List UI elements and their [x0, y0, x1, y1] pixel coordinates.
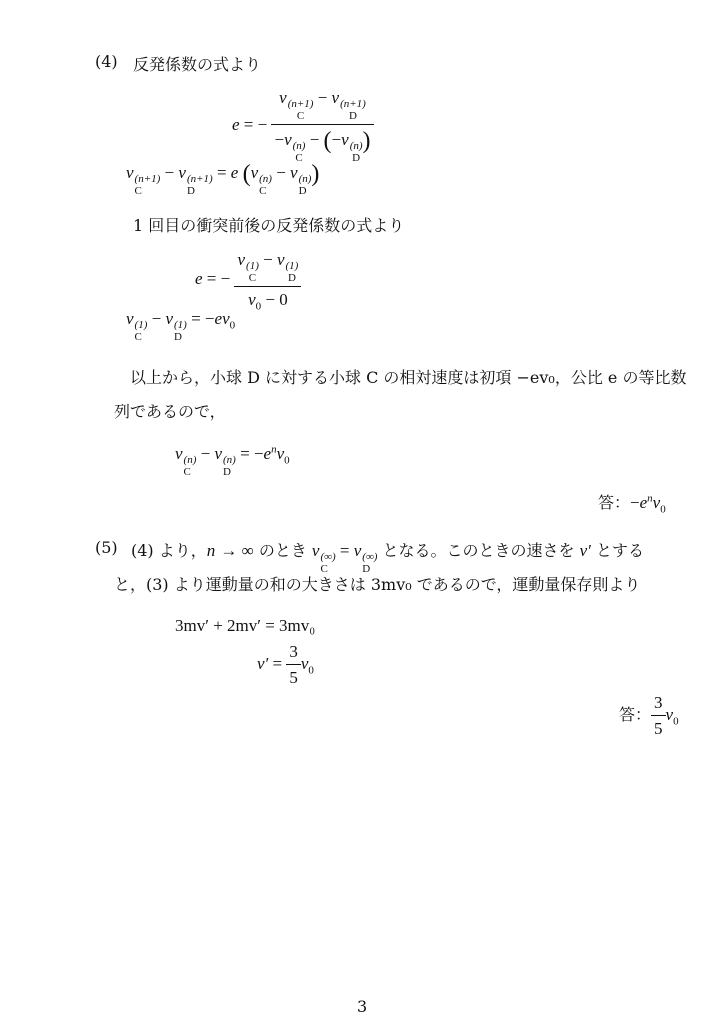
equation-e-first: e = − v (1) C − v (1) D $v_0 - 0$	[195, 250, 301, 310]
equation-general-relative: v (n) C − v (n) D = $-e^nv_0$	[175, 443, 290, 478]
answer-5	[619, 693, 679, 739]
question-5-line1: (4) より，n → ∞ のとき v (∞) C = v (∞) D となる。このときの速さを v′ とする	[131, 541, 644, 575]
answer-4-value: $-e^nv_0$	[630, 492, 666, 516]
question-4-label: (4)	[95, 52, 118, 71]
question-5-line2: と，(3) より運動量の和の大きさは 3mv₀ であるので，運動量保存則より	[114, 575, 641, 594]
page-number: 3	[357, 997, 368, 1016]
answer-5-value: $\frac{3}{5}$ $v_0$	[651, 705, 679, 724]
equation-first-relative: v (1) C − v (1) D = $-ev_0$	[126, 309, 236, 343]
equation-e-general: e = − v (n+1) C − v (n+1) D −v (n) C − (−v (n) D )	[232, 88, 374, 164]
equation-momentum: 3mv′ + 2mv′ = 3mv₀	[175, 616, 316, 635]
question-5-label: (5)	[95, 538, 118, 557]
answer-4	[598, 490, 666, 516]
question-4-intro: 反発係数の式より	[133, 55, 262, 74]
answer-4-label: 答：	[598, 493, 631, 512]
text-relative-velocity: 以上から，小球 D に対する小球 C の相対速度は初項 −ev₀，公比 e の等比数	[130, 368, 687, 387]
text-first-collision: 1 回目の衝突前後の反発係数の式より	[133, 216, 405, 235]
equation-v-prime: v′ = $\frac{3}{5}$ $v_0$	[257, 642, 314, 687]
equation-recurrence: v (n+1) C − v (n+1) D = e (v (n) C − v (n) D )	[126, 161, 320, 197]
answer-5-label: 答：	[619, 704, 652, 724]
text-geometric: 列であるので，	[114, 402, 226, 421]
